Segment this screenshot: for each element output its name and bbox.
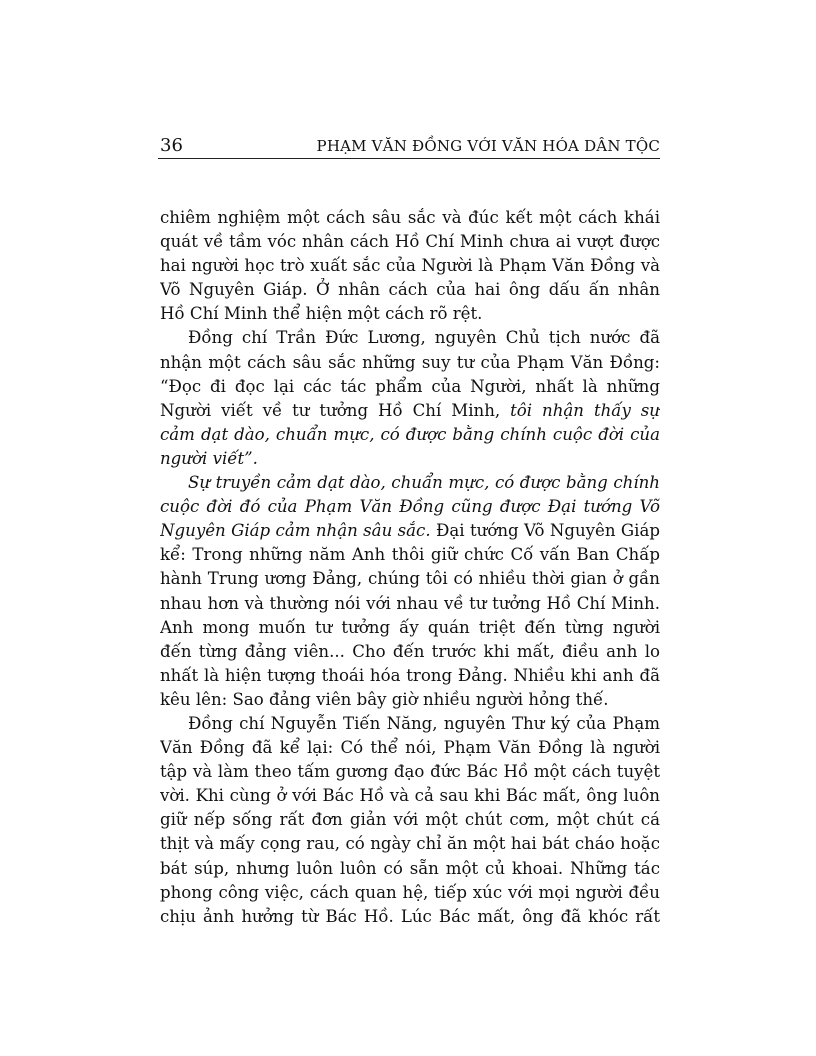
page-number: 36 — [160, 135, 183, 156]
text-line — [160, 423, 660, 447]
text-line — [160, 736, 660, 760]
text-segment: Anh mong muốn tư tưởng ấy quán triệt đến từng người — [160, 617, 660, 637]
text-line — [160, 543, 660, 567]
text-segment: kể: Trong những năm Anh thôi giữ chức Cố vấn Ban Chấp — [160, 545, 660, 565]
text-segment: bát súp, nhưng luôn luôn có sẵn một củ khoai. Những tác — [160, 858, 660, 878]
text-line — [160, 712, 660, 736]
text-line — [160, 784, 660, 808]
text-segment: Văn Đồng đã kể lại: Có thể nói, Phạm Văn Đồng là người — [160, 738, 660, 758]
text-segment: Người viết về tư tưởng Hồ Chí Minh, — [160, 400, 511, 420]
text-line — [160, 857, 660, 881]
paragraph — [160, 326, 660, 471]
text-line — [160, 495, 660, 519]
text-line — [160, 640, 660, 664]
text-line — [160, 302, 660, 326]
text-segment: Đồng chí Nguyễn Tiến Năng, nguyên Thư ký của Phạm — [188, 713, 660, 733]
text-segment: đến từng đảng viên... Cho đến trước khi mất, điều anh lo — [160, 641, 660, 661]
text-segment: hai người học trò xuất sắc của Người là Phạm Văn Đồng và — [160, 256, 660, 276]
text-segment: thịt và mấy cọng rau, có ngày chỉ ăn một hai bát cháo hoặc — [160, 834, 660, 854]
text-line — [160, 905, 660, 929]
text-line — [160, 206, 660, 230]
italic-text: cuộc đời đó của Phạm Văn Đồng cũng được Đại tướng Võ — [160, 497, 660, 517]
text-line — [160, 664, 660, 688]
text-segment: nhận một cách sâu sắc những suy tư của Phạm Văn Đồng: — [160, 352, 660, 372]
text-segment: “Đọc đi đọc lại các tác phẩm của Người, nhất là những — [160, 376, 660, 396]
text-line — [160, 592, 660, 616]
text-line — [160, 351, 660, 375]
text-line — [160, 760, 660, 784]
italic-text: Sự truyền cảm dạt dào, chuẩn mực, có được bằng chính — [188, 473, 660, 493]
italic-text: cảm dạt dào, chuẩn mực, có được bằng chính cuộc đời của — [160, 424, 660, 444]
text-segment: Hồ Chí Minh thể hiện một cách rõ rệt. — [160, 304, 483, 324]
text-line — [160, 688, 660, 712]
page-header — [158, 134, 660, 159]
text-line — [160, 375, 660, 399]
text-line — [160, 519, 660, 543]
text-line — [160, 808, 660, 832]
text-line — [160, 616, 660, 640]
text-segment: Đồng chí Trần Đức Lương, nguyên Chủ tịch nước đã — [188, 328, 660, 348]
text-segment: giữ nếp sống rất đơn giản với một chút cơm, một chút cá — [160, 810, 660, 830]
text-segment: quát về tầm vóc nhân cách Hồ Chí Minh chưa ai vượt được — [160, 232, 660, 252]
text-segment: nhất là hiện tượng thoái hóa trong Đảng. Nhiều khi anh đã — [160, 665, 660, 685]
body-text — [160, 206, 660, 929]
text-segment: Võ Nguyên Giáp. Ở nhân cách của hai ông dấu ấn nhân — [160, 280, 660, 300]
text-segment: tập và làm theo tấm gương đạo đức Bác Hồ một cách tuyệt — [160, 762, 660, 782]
paragraph — [160, 712, 660, 929]
paragraph — [160, 206, 660, 326]
text-segment: Đại tướng Võ Nguyên Giáp — [430, 521, 660, 541]
text-segment: phong công việc, cách quan hệ, tiếp xúc với mọi người đều — [160, 882, 660, 902]
text-segment: hành Trung ương Đảng, chúng tôi có nhiều thời gian ở gần — [160, 569, 660, 589]
text-line — [160, 881, 660, 905]
italic-text: Nguyên Giáp cảm nhận sâu sắc. — [160, 521, 431, 541]
italic-text: người viết”. — [160, 448, 258, 468]
text-line — [160, 278, 660, 302]
running-title: PHẠM VĂN ĐỒNG VỚI VĂN HÓA DÂN TỘC — [316, 137, 660, 155]
paragraph — [160, 471, 660, 712]
text-segment: chiêm nghiệm một cách sâu sắc và đúc kết một cách khái — [160, 208, 660, 227]
text-line — [160, 254, 660, 278]
text-line — [160, 326, 660, 350]
italic-text: tôi nhận thấy sự — [510, 400, 660, 420]
text-line — [160, 567, 660, 591]
text-segment: chịu ảnh hưởng từ Bác Hồ. Lúc Bác mất, ông đã khóc rất — [160, 906, 660, 926]
text-line — [160, 471, 660, 495]
text-line — [160, 832, 660, 856]
text-segment: nhau hơn và thường nói với nhau về tư tưởng Hồ Chí Minh. — [160, 593, 660, 613]
text-segment: kêu lên: Sao đảng viên bây giờ nhiều người hỏng thế. — [160, 689, 609, 709]
text-segment: vời. Khi cùng ở với Bác Hồ và cả sau khi Bác mất, ông luôn — [160, 786, 660, 806]
text-line — [160, 230, 660, 254]
text-line — [160, 447, 660, 471]
text-line — [160, 399, 660, 423]
